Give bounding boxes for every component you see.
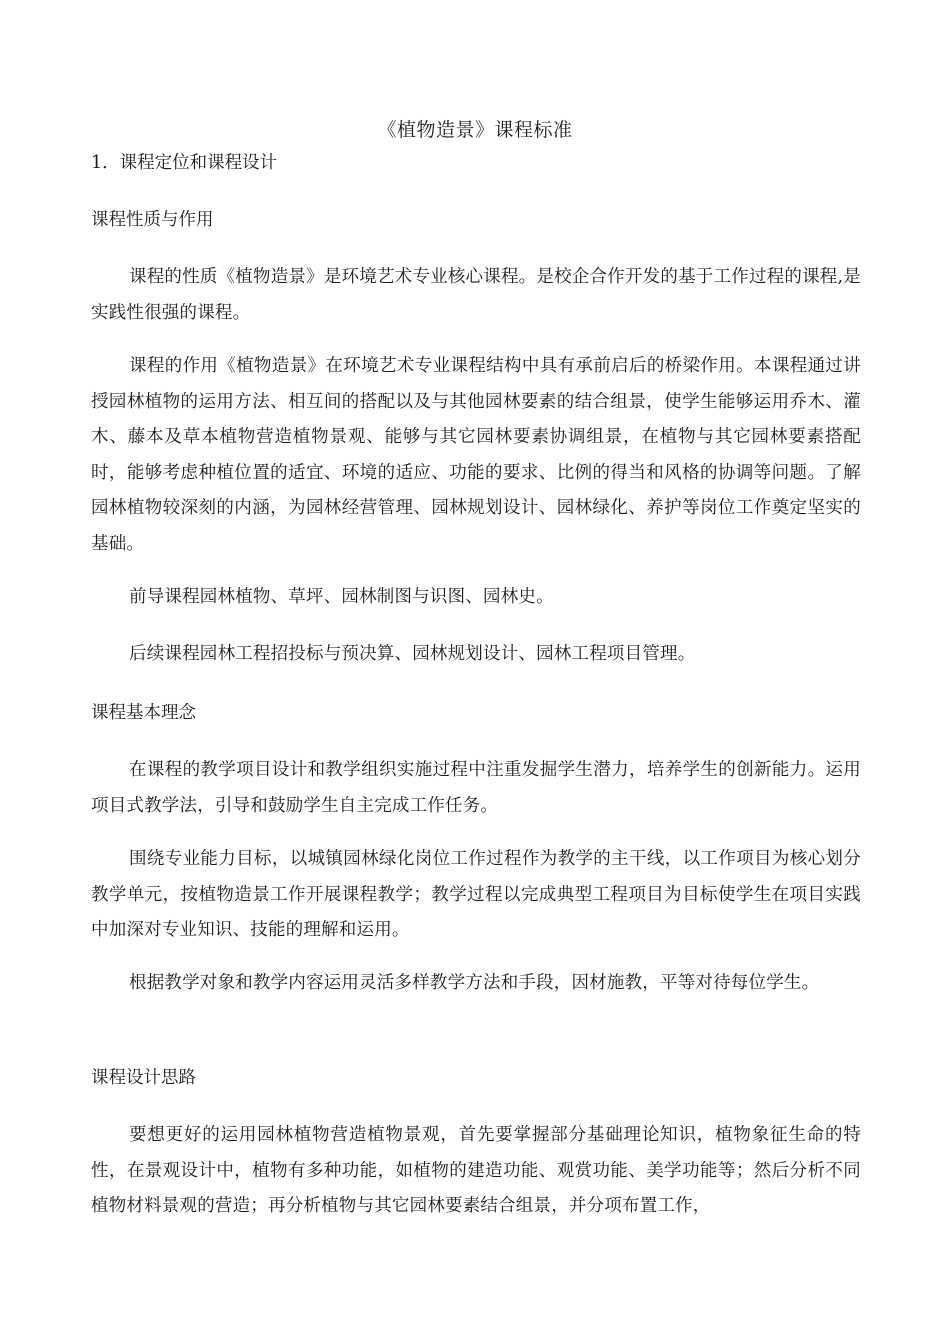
paragraph-course-nature: 课程的性质《植物造景》是环境艺术专业核心课程。是校企合作开发的基于工作过程的课程,是实践性很强的课程。 <box>91 267 861 323</box>
subheading-design-approach: 课程设计思路 <box>91 1068 196 1088</box>
paragraph-concept-2: 围绕专业能力目标，以城镇园林绿化岗位工作过程作为教学的主干线，以工作项目为核心划分教学单元，按植物造景工作开展课程教学；教学过程以完成典型工程项目为目标使学生在项目实践中加深对专业知识、技能的理解和运用。 <box>91 849 861 940</box>
subheading-basic-concept: 课程基本理念 <box>91 703 196 723</box>
paragraph-followup-courses: 后续课程园林工程招投标与预决算、园林规划设计、园林工程项目管理。 <box>129 644 696 664</box>
paragraph-concept-3: 根据教学对象和教学内容运用灵活多样教学方法和手段，因材施教，平等对待每位学生。 <box>129 973 820 993</box>
paragraph-course-role: 课程的作用《植物造景》在环境艺术专业课程结构中具有承前启后的桥梁作用。本课程通过讲授园林植物的运用方法、相互间的搭配以及与其他园林要素的结合组景，使学生能够运用乔木、灌木、藤本及草本植物营造植物景观、能够与其它园林要素协调组景，在植物与其它园林要素搭配时，能够考虑种植位置的适宜、环境的适应、功能的要求、比例的得当和风格的协调等问题。了解园林植物较深刻的内涵，为园林经营管理、园林规划设计、园林绿化、养护等岗位工作奠定坚实的基础。 <box>91 356 861 554</box>
subheading-course-nature: 课程性质与作用 <box>91 210 214 230</box>
section-heading-1: 1．课程定位和课程设计 <box>91 153 278 173</box>
document-title: 《植物造景》课程标准 <box>377 119 573 141</box>
paragraph-prerequisite-courses: 前导课程园林植物、草坪、园林制图与识图、园林史。 <box>129 587 554 607</box>
paragraph-design-approach: 要想更好的运用园林植物营造植物景观，首先要掌握部分基础理论知识，植物象征生命的特性，在景观设计中，植物有多种功能，如植物的建造功能、观赏功能、美学功能等；然后分析不同植物材料景观的营造；再分析植物与其它园林要素结合组景，并分项布置工作， <box>91 1125 861 1216</box>
paragraph-concept-1: 在课程的教学项目设计和教学组织实施过程中注重发掘学生潜力，培养学生的创新能力。运用项目式教学法，引导和鼓励学生自主完成工作任务。 <box>91 760 861 816</box>
